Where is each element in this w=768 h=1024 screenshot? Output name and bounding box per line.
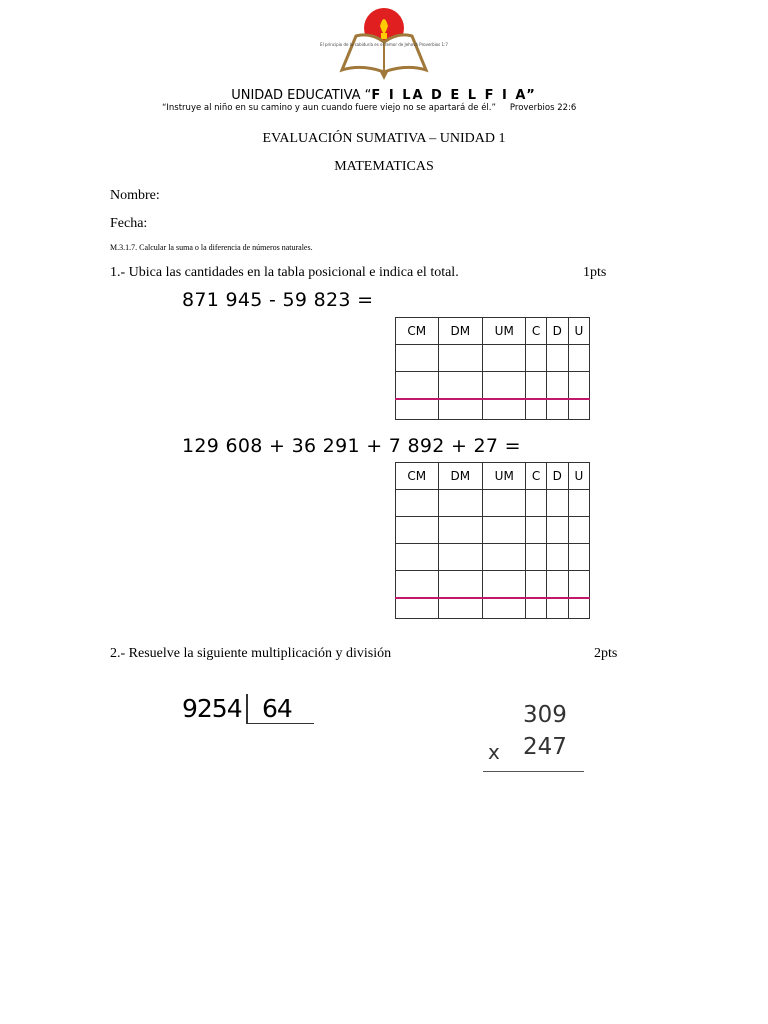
table-row — [396, 345, 590, 372]
division-divisor: 64 — [262, 694, 292, 723]
table-cell[interactable] — [526, 490, 546, 517]
table-cell[interactable] — [546, 490, 568, 517]
table-cell[interactable] — [396, 598, 439, 619]
table-cell[interactable] — [568, 571, 589, 599]
table-cell[interactable] — [546, 399, 568, 420]
school-name-spaced: F I LA D E L F I A” — [371, 88, 537, 103]
header-cm: CM — [396, 463, 439, 490]
skill-code: M.3.1.7. Calcular la suma o la diferencia de números naturales. — [110, 243, 313, 252]
table-cell[interactable] — [568, 517, 589, 544]
table-header-row — [396, 463, 590, 490]
table-cell[interactable] — [483, 399, 526, 420]
multiplication-bottom: 247 — [523, 734, 567, 760]
book-sun-logo-icon — [320, 6, 448, 82]
table-cell[interactable] — [568, 345, 589, 372]
place-value-table-b — [395, 462, 590, 619]
table-header-row — [396, 318, 590, 345]
place-value-table-a — [395, 317, 590, 420]
school-motto — [162, 103, 576, 113]
date-label: Fecha: — [110, 216, 148, 231]
table-cell[interactable] — [438, 372, 482, 400]
subject-title: MATEMATICAS — [334, 159, 434, 174]
header-d: D — [546, 318, 568, 345]
table-cell[interactable] — [438, 571, 482, 599]
table-cell[interactable] — [483, 517, 526, 544]
logo-lettering: El principio de la sabiduría es el temor de Jehová Proverbios 1:7 — [320, 42, 448, 47]
table-cell[interactable] — [483, 598, 526, 619]
school-name — [0, 88, 768, 103]
table-cell[interactable] — [396, 490, 439, 517]
table-cell[interactable] — [526, 345, 546, 372]
table-cell[interactable] — [483, 571, 526, 599]
table-cell[interactable] — [546, 571, 568, 599]
table-cell[interactable] — [438, 598, 482, 619]
question-2-points: 2pts — [594, 646, 618, 661]
question-1-points: 1pts — [583, 265, 607, 280]
table-cell[interactable] — [526, 399, 546, 420]
multiplication-line — [483, 771, 584, 772]
table-total-row — [396, 399, 590, 420]
table-row — [396, 372, 590, 400]
table-cell[interactable] — [396, 372, 439, 400]
table-cell[interactable] — [396, 399, 439, 420]
table-cell[interactable] — [546, 517, 568, 544]
table-cell[interactable] — [568, 544, 589, 571]
header-dm: DM — [438, 463, 482, 490]
table-cell[interactable] — [546, 345, 568, 372]
question-1-text: 1.- Ubica las cantidades en la tabla posicional e indica el total. — [110, 265, 459, 280]
table-cell[interactable] — [568, 372, 589, 400]
table-cell[interactable] — [526, 544, 546, 571]
table-row — [396, 544, 590, 571]
table-row — [396, 571, 590, 599]
table-cell[interactable] — [568, 598, 589, 619]
motto-text: “Instruye al niño en su camino y aun cuando fuere viejo no se apartará de él.” — [162, 103, 496, 113]
table-row — [396, 490, 590, 517]
header-cm: CM — [396, 318, 439, 345]
header-dm: DM — [438, 318, 482, 345]
header-um: UM — [483, 463, 526, 490]
table-cell[interactable] — [438, 490, 482, 517]
table-cell[interactable] — [396, 517, 439, 544]
header-c: C — [526, 318, 546, 345]
evaluation-title: EVALUACIÓN SUMATIVA – UNIDAD 1 — [262, 131, 506, 146]
table-cell[interactable] — [568, 490, 589, 517]
multiplication-top: 309 — [523, 702, 567, 728]
table-cell[interactable] — [483, 372, 526, 400]
table-cell[interactable] — [438, 345, 482, 372]
table-cell[interactable] — [568, 399, 589, 420]
header-u: U — [568, 463, 589, 490]
table-cell[interactable] — [483, 490, 526, 517]
division-bracket-vertical — [246, 694, 248, 724]
table-cell[interactable] — [396, 571, 439, 599]
table-cell[interactable] — [526, 571, 546, 599]
table-cell[interactable] — [396, 544, 439, 571]
school-logo — [320, 6, 448, 82]
division-bracket-horizontal — [247, 723, 314, 724]
school-name-prefix: UNIDAD EDUCATIVA “ — [231, 88, 372, 103]
table-cell[interactable] — [483, 544, 526, 571]
table-cell[interactable] — [438, 517, 482, 544]
exercise-a: 871 945 - 59 823 = — [182, 289, 374, 311]
table-cell[interactable] — [546, 372, 568, 400]
table-total-row — [396, 598, 590, 619]
motto-reference: Proverbios 22:6 — [509, 103, 577, 113]
table-cell[interactable] — [526, 517, 546, 544]
table-cell[interactable] — [483, 345, 526, 372]
question-2-text: 2.- Resuelve la siguiente multiplicación y división — [110, 646, 392, 661]
header-u: U — [568, 318, 589, 345]
header-d: D — [546, 463, 568, 490]
division-dividend: 9254 — [182, 694, 242, 723]
table-cell[interactable] — [396, 345, 439, 372]
table-cell[interactable] — [526, 598, 546, 619]
table-cell[interactable] — [546, 598, 568, 619]
name-label: Nombre: — [110, 188, 160, 203]
table-row — [396, 517, 590, 544]
header-um: UM — [483, 318, 526, 345]
table-cell[interactable] — [438, 399, 482, 420]
table-cell[interactable] — [546, 544, 568, 571]
header-c: C — [526, 463, 546, 490]
table-cell[interactable] — [438, 544, 482, 571]
multiplication-sign: x — [488, 740, 500, 764]
exercise-b: 129 608 + 36 291 + 7 892 + 27 = — [182, 435, 521, 457]
table-cell[interactable] — [526, 372, 546, 400]
